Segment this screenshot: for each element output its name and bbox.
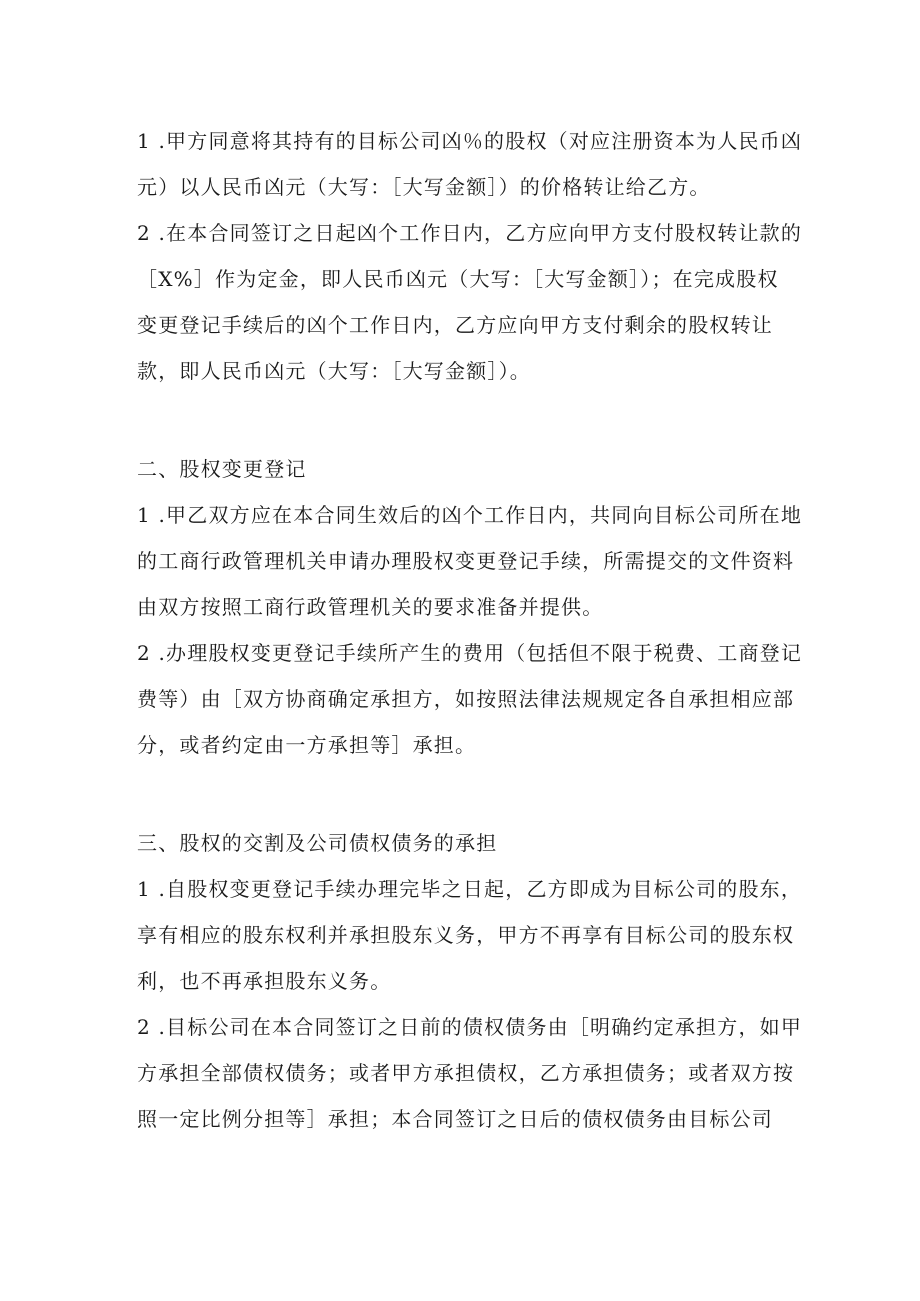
text-line: 方承担全部债权债务；或者甲方承担债权，乙方承担债务；或者双方按 [137, 1061, 795, 1085]
text-line: 享有相应的股东权利并承担股东义务，甲方不再享有目标公司的股东权 [137, 923, 795, 947]
clause-3-1 [137, 866, 803, 1004]
text-line: 利，也不再承担股东义务。 [137, 969, 392, 993]
text-line: 1 .自股权变更登记手续办理完毕之日起，乙方即成为目标公司的股东， [137, 877, 803, 901]
text-line: 1 .甲乙双方应在本合同生效后的凶个工作日内，共同向目标公司所在地 [137, 503, 803, 527]
text-line: 2 .办理股权变更登记手续所产生的费用（包括但不限于税费、工商登记 [137, 641, 803, 665]
text-line: 元）以人民币凶元（大写：［大写金额］）的价格转让给乙方。 [137, 175, 711, 199]
text-line: 费等）由［双方协商确定承担方，如按照法律法规规定各自承担相应部 [137, 687, 795, 711]
section-heading-3: 三、股权的交割及公司债权债务的承担 [137, 831, 498, 855]
section-heading-2: 二、股权变更登记 [137, 457, 307, 481]
text-line: 由双方按照工商行政管理机关的要求准备并提供。 [137, 595, 604, 619]
text-line: 2 .在本合同签订之日起凶个工作日内，乙方应向甲方支付股权转让款的 [137, 221, 803, 245]
text-line: ［X%］作为定金，即人民币凶元（大写：［大写金额］）；在完成股权 [137, 267, 779, 291]
clause-2-1 [137, 492, 803, 630]
text-line: 款，即人民币凶元（大写：［大写金额］）。 [137, 359, 531, 383]
text-line: 照一定比例分担等］承担；本合同签订之日后的债权债务由目标公司 [137, 1107, 773, 1131]
text-line: 分，或者约定由一方承担等］承担。 [137, 733, 477, 757]
text-line: 1 .甲方同意将其持有的目标公司凶％的股权（对应注册资本为人民币凶 [137, 129, 803, 153]
text-line: 2 .目标公司在本合同签订之日前的债权债务由［明确约定承担方，如甲 [137, 1015, 803, 1039]
text-line: 的工商行政管理机关申请办理股权变更登记手续，所需提交的文件资料 [137, 549, 795, 573]
section-spacer [137, 394, 782, 446]
clause-2-2 [137, 630, 803, 768]
clause-1-1 [137, 118, 803, 210]
text-line: 变更登记手续后的凶个工作日内，乙方应向甲方支付剩余的股权转让 [137, 313, 773, 337]
document-body [137, 118, 803, 1142]
clause-3-2 [137, 1004, 803, 1142]
clause-1-2 [137, 210, 803, 394]
section-spacer [137, 768, 782, 820]
